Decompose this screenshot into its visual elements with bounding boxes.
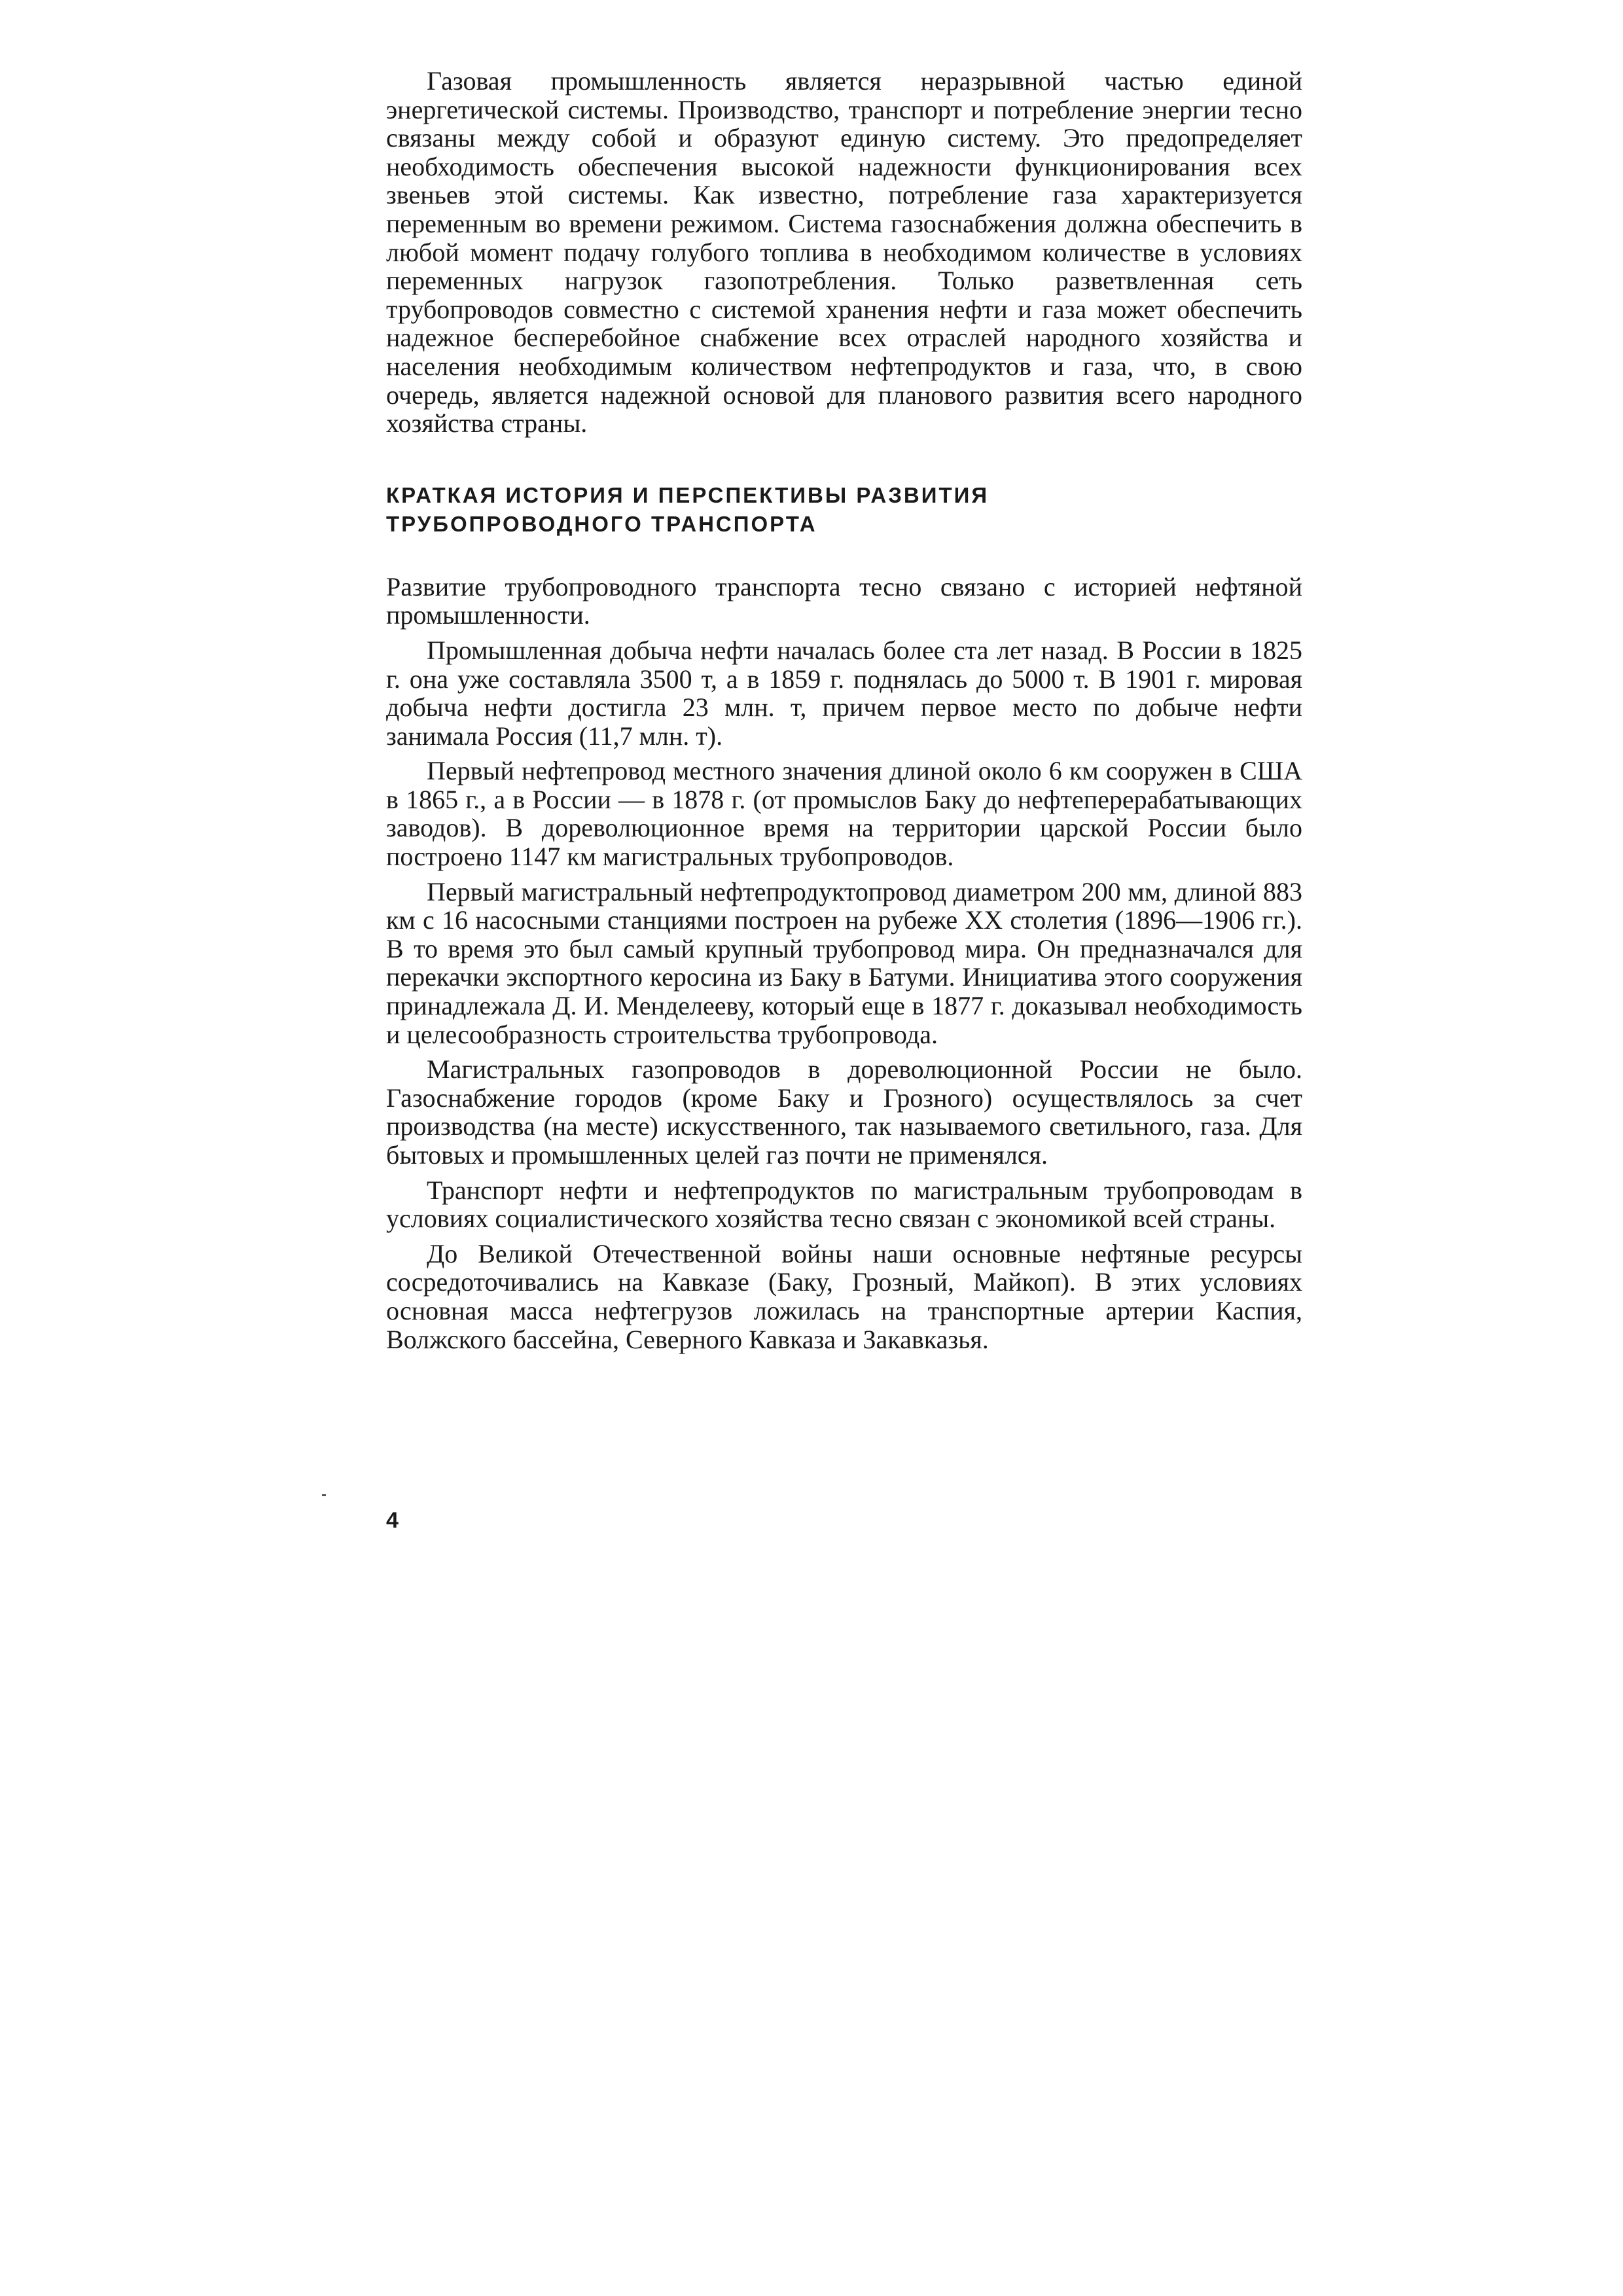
- intro-paragraph: Газовая промышленность является неразрывной частью единой энергетической системы. Производство, транспорт и потребление энергии тесно связаны между собой и образуют единую систему. Это предопределяет необходимость обеспечения высокой надежности функционирования всех звеньев этой системы. Как известно, потребление газа характеризуется переменным во времени режимом. Система газоснабжения должна обеспечить в любой момент подачу голубого топлива в необходимом количестве в условиях переменных нагрузок газопотребления. Только разветвленная сеть трубопроводов совместно с системой хранения нефти и газа может обеспечить надежное бесперебойное снабжение всех отраслей народного хозяйства и населения необходимым количеством нефтепродуктов и газа, что, в свою очередь, является надежной основой для планового развития всего народного хозяйства страны.: [386, 66, 1302, 439]
- paragraph-gas-pipelines: Магистральных газопроводов в дореволюционной России не было. Газоснабжение городов (кроме Баку и Грозного) осуществлялось за счет производства (на месте) искусственного, так называемого светильного, газа. Для бытовых и промышленных целей газ почти не применялся.: [386, 1054, 1302, 1170]
- paragraph-socialist-economy: Транспорт нефти и нефтепродуктов по магистральным трубопроводам в условиях социалистического хозяйства тесно связан с экономикой всей страны.: [386, 1175, 1302, 1234]
- section-heading-line-1: КРАТКАЯ ИСТОРИЯ И ПЕРСПЕКТИВЫ РАЗВИТИЯ: [386, 482, 990, 507]
- margin-mark: [322, 1494, 326, 1496]
- paragraph-pipeline-history-intro: Развитие трубопроводного транспорта тесно связано с историей нефтяной промышленности.: [386, 571, 1302, 630]
- paragraph-first-oil-pipeline: Первый нефтепровод местного значения длиной около 6 км сооружен в США в 1865 г., а в России — в 1878 г. (от промыслов Баку до нефтеперерабатывающих заводов). В дореволюционное время на территории царской России было построено 1147 км магистральных трубопроводов.: [386, 756, 1302, 872]
- section-heading: [386, 481, 1302, 539]
- paragraph-oil-production: Промышленная добыча нефти началась более ста лет назад. В России в 1825 г. она уже составляла 3500 т, а в 1859 г. поднялась до 5000 т. В 1901 г. мировая добыча нефти достигла 23 млн. т, причем первое место по добыче нефти занимала Россия (11,7 млн. т).: [386, 635, 1302, 751]
- page-number: 4: [386, 1508, 399, 1533]
- section-heading-line-2: ТРУБОПРОВОДНОГО ТРАНСПОРТА: [386, 511, 817, 536]
- page-body: [386, 67, 1302, 1354]
- paragraph-caucasus-resources: До Великой Отечественной войны наши основные нефтяные ресурсы сосредоточивались на Кавказе (Баку, Грозный, Майкоп). В этих условиях основная масса нефтегрузов ложилась на транспортные артерии Каспия, Волжского бассейна, Северного Кавказа и Закавказья.: [386, 1238, 1302, 1354]
- paragraph-first-product-pipeline: Первый магистральный нефтепродуктопровод диаметром 200 мм, длиной 883 км с 16 насосными станциями построен на рубеже XX столетия (1896—1906 гг.). В то время это был самый крупный трубопровод мира. Он предназначался для перекачки экспортного керосина из Баку в Батуми. Инициатива этого сооружения принадлежала Д. И. Менделееву, который еще в 1877 г. доказывал необходимость и целесообразность строительства трубопровода.: [386, 876, 1302, 1049]
